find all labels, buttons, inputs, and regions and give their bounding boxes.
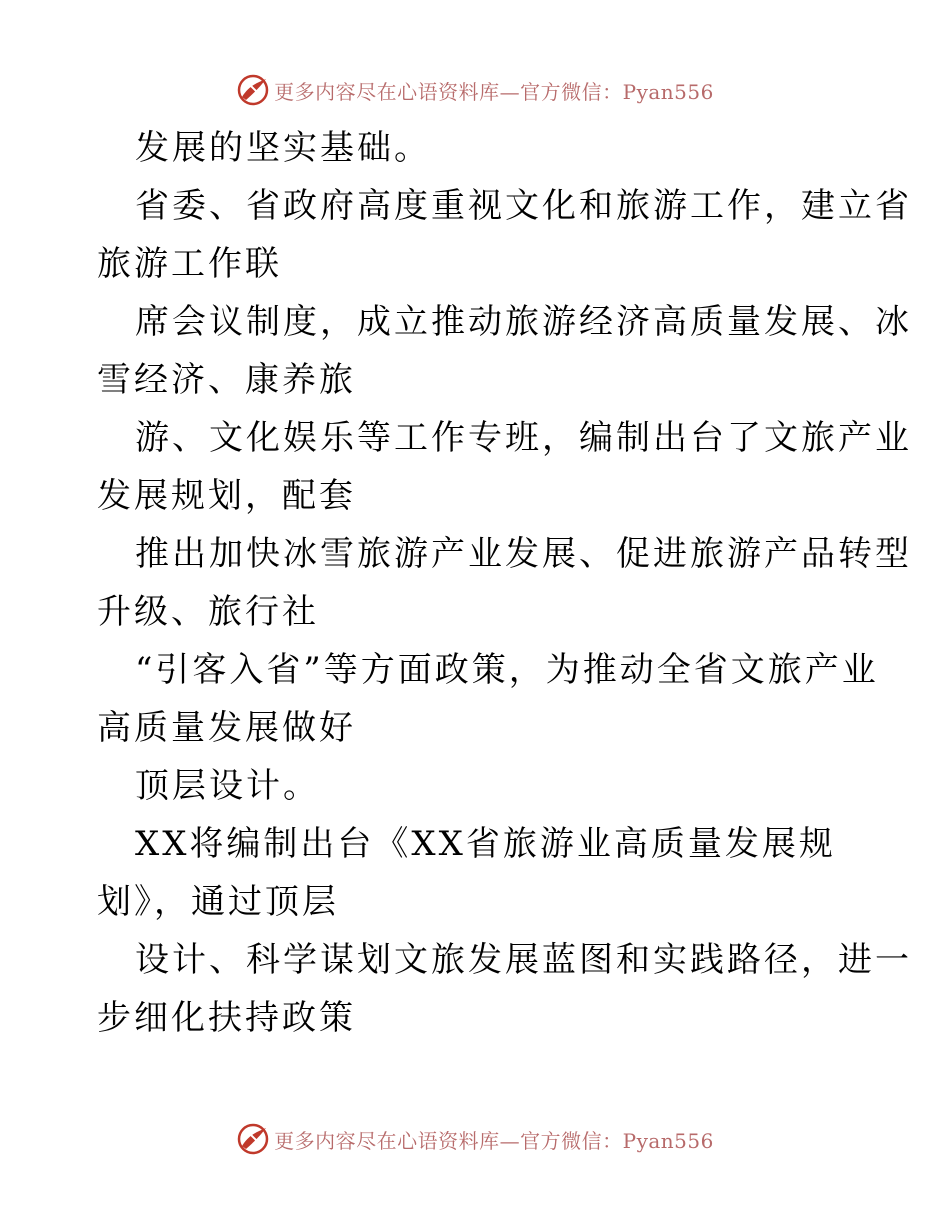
footer-banner bbox=[0, 1119, 950, 1159]
text-line: 步细化扶持政策 bbox=[97, 998, 356, 1038]
header-banner-text: 更多内容尽在心语资料库—官方微信：Pyan556 bbox=[274, 79, 714, 104]
text-line: XX将编制出台《XX省旅游业高质量发展规 bbox=[135, 824, 836, 864]
text-line: 发展规划，配套 bbox=[97, 476, 356, 516]
text-line: 游、文化娱乐等工作专班，编制出台了文旅产业 bbox=[135, 418, 912, 458]
text-line: “引客入省”等方面政策，为推动全省文旅产业 bbox=[135, 650, 879, 690]
text-line: 推出加快冰雪旅游产业发展、促进旅游产品转型 bbox=[135, 534, 912, 574]
text-line: 省委、省政府高度重视文化和旅游工作，建立省 bbox=[135, 186, 912, 226]
text-line: 顶层设计。 bbox=[135, 766, 320, 806]
text-line: 高质量发展做好 bbox=[97, 708, 356, 748]
text-line: 划》，通过顶层 bbox=[97, 882, 339, 922]
text-line: 旅游工作联 bbox=[97, 244, 282, 284]
text-line: 发展的坚实基础。 bbox=[135, 128, 431, 168]
footer-banner-text: 更多内容尽在心语资料库—官方微信：Pyan556 bbox=[274, 1128, 714, 1153]
text-line: 雪经济、康养旅 bbox=[97, 360, 356, 400]
text-line: 升级、旅行社 bbox=[97, 592, 319, 632]
text-line: 设计、科学谋划文旅发展蓝图和实践路径，进一 bbox=[135, 940, 912, 980]
brush-logo-icon bbox=[236, 73, 270, 107]
brush-logo-icon bbox=[236, 1122, 270, 1156]
text-line: 席会议制度，成立推动旅游经济高质量发展、冰 bbox=[135, 302, 912, 342]
header-banner bbox=[0, 70, 950, 110]
